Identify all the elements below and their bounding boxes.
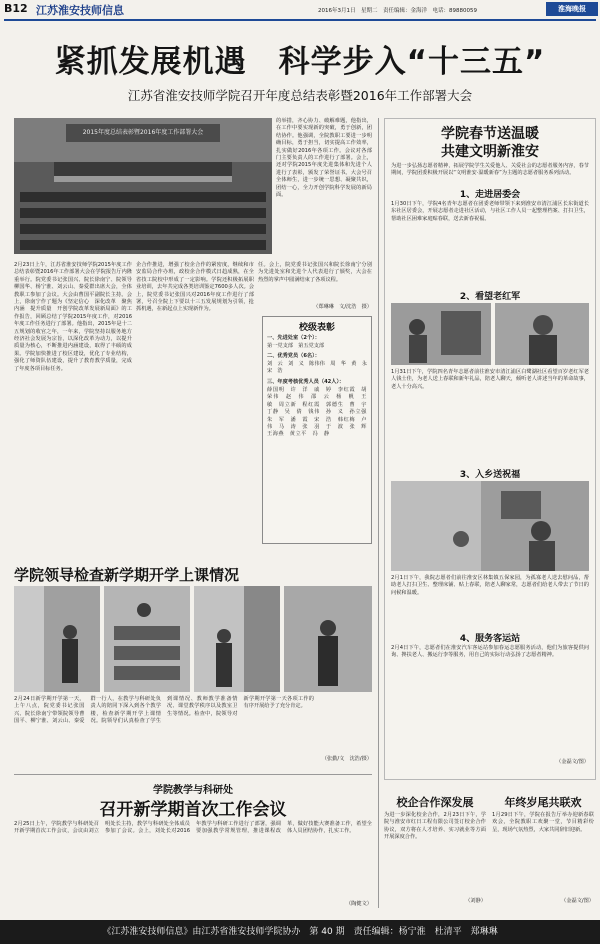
footer-bar: 《江苏淮安技师信息》由江苏省淮安技师学院协办 第 40 期 责任编辑：杨宁淮 杜清平 郑琳琳 — [0, 920, 600, 944]
honor-box-title: 校级表彰 — [298, 323, 335, 333]
classroom-illustration — [104, 586, 190, 692]
village-visit-photo — [391, 481, 589, 571]
story3-text: 2月25日上午，学院教学与科研处召开新学期首次工作会议，会议由刘立明处长主持，教学与科研处全体成员参加了会议。会上，刘处长对2016年教学与科研工作进行了部署，强调要加强教学常规管理，推进课程改革，做好技能大赛准备工作，希望全体人员团结协作，扎实工作。 — [14, 821, 372, 835]
section-3-text: 2月1日下午，我院志愿者们前往淮安区林集镇五保家园，为孤寡老人送去慰问品，帮助老人打扫卫生、整理床铺、贴上春联，陪老人聊家常，志愿者们给老人带去了节日的问候和温暖。 — [391, 575, 589, 596]
honor-sub1-names: 第一党支部 第五党支部 — [267, 343, 325, 349]
honor-sub3-names: 薛国明 许 洋 戚 婷 李红霞 胡荣伟 赵 伟 邵 云 杨 帆 王 敏 周立新 程红霞 郭德生 曹 宇 丁静 吴 倩 钱伟 孙 义 孙立强 朱 军 潘 霞 宋 浩 韩红梅 卢 伟 马 涛 张 羽 于 波 张 辉 王海燕 黄立平 冯 静 — [267, 387, 373, 438]
red-army-visit-photo-1 — [391, 303, 491, 365]
right-story3-box — [492, 790, 594, 910]
inspection-photo-1 — [14, 586, 100, 692]
honor-sub1: 一、先进处室（2个）： — [267, 335, 320, 341]
right-story2-byline: （刘静） — [465, 898, 486, 904]
section-1-title: 1、走进居委会 — [459, 190, 521, 200]
conference-hall-illustration — [14, 118, 272, 254]
photo-banner-text: 2015年度总结表彰暨2016年度工作部署大会 — [82, 129, 204, 136]
visit-scene-illustration — [391, 303, 491, 365]
story3-headline: 召开新学期首次工作会议 — [99, 800, 287, 820]
main-story-col2: 的举措，齐心协力、破解难题，他指出，在工作中要实现新的突破，勇于创新，团结协作。他强调，全院教职工要进一步明确目标，勇于担当，切实提高工作效率，扎实做好2016年各项工作。会议对各部门主要负责人的工作进行了部署。会上，还对学院2015年度先进集体和先进个人进行了表彰，颁发了荣誉证书。大会号召全体师生，进一步统一思想、凝聚共识，团结一心，全力开创学院科学发展的新局面。 — [276, 118, 372, 199]
section-2-text: 1月31日下午，学院四名青年志愿者前往淮安市清江浦区白鹭湖社区看望百岁老红军老人钱士佳，为老人送上春联和新年礼品，陪老人聊天，倾听老人讲述当年的革命故事，老人十分高兴。 — [391, 369, 589, 390]
page-number: B12 — [4, 2, 28, 15]
honor-sub2-names: 刘 云 刘 义 陈伟伟 周 华 黄 永 宋 浩 — [267, 361, 373, 375]
newspaper-logo: 淮海晚报 — [546, 2, 598, 16]
header-rule — [4, 19, 596, 21]
right-story2-text: 为进一步深化校企合作，2月23日下午，学院与淮安市红日工程有限公司签订校企合作协议，双方将在人才培养、实习就业等方面开展深度合作。 — [384, 812, 486, 841]
column-divider — [378, 118, 379, 908]
right-story1-headline-l2: 共建文明新淮安 — [441, 144, 539, 160]
story3-box — [14, 774, 372, 913]
right-story2-box — [384, 790, 486, 910]
right-story1-intro: 为进一步弘扬志愿者精神，拓展学院学生关爱他人、关爱社会的志愿者服务内容，春节期间，学院团委积极开展以“文明淮安·温暖新春”为主题的志愿者服务系列活动。 — [391, 163, 589, 177]
right-story3-text: 1月29日下午，学院在报告厅举办迎新春联欢会，全院教职工欢聚一堂，节目精彩纷呈，现场气氛热烈，大家共同辞旧迎新。 — [492, 812, 594, 833]
village-scene-illustration — [391, 481, 589, 571]
right-story2-headline: 校企合作深发展 — [396, 796, 474, 809]
elder-portrait-illustration — [495, 303, 589, 365]
section-3-title: 3、入乡送祝福 — [459, 470, 521, 480]
honor-box — [262, 316, 372, 544]
story2-photo-row — [14, 586, 372, 692]
leaders-illustration — [284, 586, 372, 692]
section-name: 江苏淮安技师信息 — [36, 4, 124, 17]
section-4-title: 4、服务客运站 — [459, 634, 521, 644]
right-story3-byline: （金磊文/图） — [561, 898, 594, 904]
issue-meta: 2016年3月1日 星期二 责任编辑：金海洋 电话：89880059 — [318, 8, 477, 14]
right-story1-headline-l1: 学院春节送温暖 — [441, 126, 539, 142]
right-story3-headline: 年终岁尾共联欢 — [504, 796, 582, 809]
inspection-photo-3 — [194, 586, 280, 692]
corridor-illustration — [194, 586, 280, 692]
story2-text: 2月24日新学期开学第一天，上午八点，院党委书记张国兴、院长徐南宁带领院领导曹国平、柳宁淮、刘云山、秦爱群一行人，在教学与科研处负责人的陪同下深入到各个教学楼，检查新学期开学上课情况。院领导们认真检查了学生到课情况、教师教学准备情况、课堂教学秩序以及教室卫生等情况。检查中，院领导对新学期开学第一天各项工作的有序开展给予了充分肯定。 — [14, 696, 314, 725]
main-headline: 紧抓发展机遇 科学步入“十三五” — [54, 44, 546, 80]
right-story1-byline: （金磊文/图） — [556, 759, 589, 765]
red-army-visit-photo-2 — [495, 303, 589, 365]
right-story1 — [384, 118, 596, 780]
main-subheadline: 江苏省淮安技师学院召开年度总结表彰暨2016年工作部署大会 — [127, 88, 473, 103]
section-2-title: 2、看望老红军 — [459, 292, 521, 302]
inspection-photo-4 — [284, 586, 372, 692]
honor-sub3: 三、年度考核优秀人员（42人）： — [267, 379, 345, 385]
section-1-text: 1月30日下午，学院4名青年志愿者在团委老师带领下来到淮安市清江浦区长东街道长东社区居委会，开展志愿者走进社区活动，与社区工作人员一起整理档案、打扫卫生，帮助社区困难家庭贴春联，送去新春祝福。 — [391, 201, 589, 222]
story3-byline: （陶健文） — [346, 901, 372, 907]
main-story-byline: （郑琳琳 文/沈浩 摄） — [313, 304, 372, 310]
section-4-text: 2月4日下午，志愿者们在淮安汽车客运站参加春运志愿服务活动，他们为旅客提供问询、搀扶老人、搬运行李等服务，用自己的实际行动弘扬了志愿者精神。 — [391, 645, 589, 659]
hallway-illustration — [14, 586, 100, 692]
story3-kicker: 学院教学与科研处 — [153, 785, 233, 796]
story2-byline: （张勤/文 沈浩/摄） — [321, 756, 372, 762]
main-story-col1: 2月23日上午，江苏省淮安技师学院2015年度工作总结表彰暨2016年工作部署大会在学院报告厅内隆重举行。院党委书记张国兴、院长徐南宁、院领导柳国华、杨宁淮、刘云山、秦爱群出席大会，全体教职工参加了会议。大会由曹国平副院长主持。会上，徐南宁作了题为《坚定信心 深化改革 聚焦内涵 提升质量 开创学院改革发展新局面》的工作报告，回顾总结了学院2015年度工作，对2016年度工作任务进行了部署。他指出，2015年是十二五规划的收官之年，一年来，学院坚持以服务地方经济社会发展为宗旨，以深化改革为动力，以提升质量为核心，不断推进内涵建设，取得了丰硕的成果。学院加快推进了校区建设，优化了专业结构，强化了师资队伍建设，提升了教育教学质量，完成了年度各项目标任务。 — [14, 262, 132, 372]
main-story-col4: 任。会上，院党委书记张国兴和院长徐南宁分别为先进处室和先进个人代表进行了颁奖，大会在热烈的掌声中圆满结束了各项议程。 — [258, 262, 372, 283]
inspection-photo-2 — [104, 586, 190, 692]
story2-headline: 学院领导检查新学期开学上课情况 — [14, 566, 240, 584]
honor-sub2: 二、优秀党员（6名）： — [267, 353, 320, 359]
conference-photo — [14, 118, 272, 254]
main-story-col3: 企合作推进，增强了校企合作的紧密度，继续和市安监局合作办班，政校企合作模式日趋成熟，在全省技工院校中形成了一定影响。学院还积极拓展职业培训，去年共完成各类培训鉴定7600多人次。会上，院党委书记张国兴对2016年度工作进行了部署，号召全院上下要以十三五发展规划为引领，抢抓机遇，在新起点上实现新作为。 — [136, 262, 254, 313]
